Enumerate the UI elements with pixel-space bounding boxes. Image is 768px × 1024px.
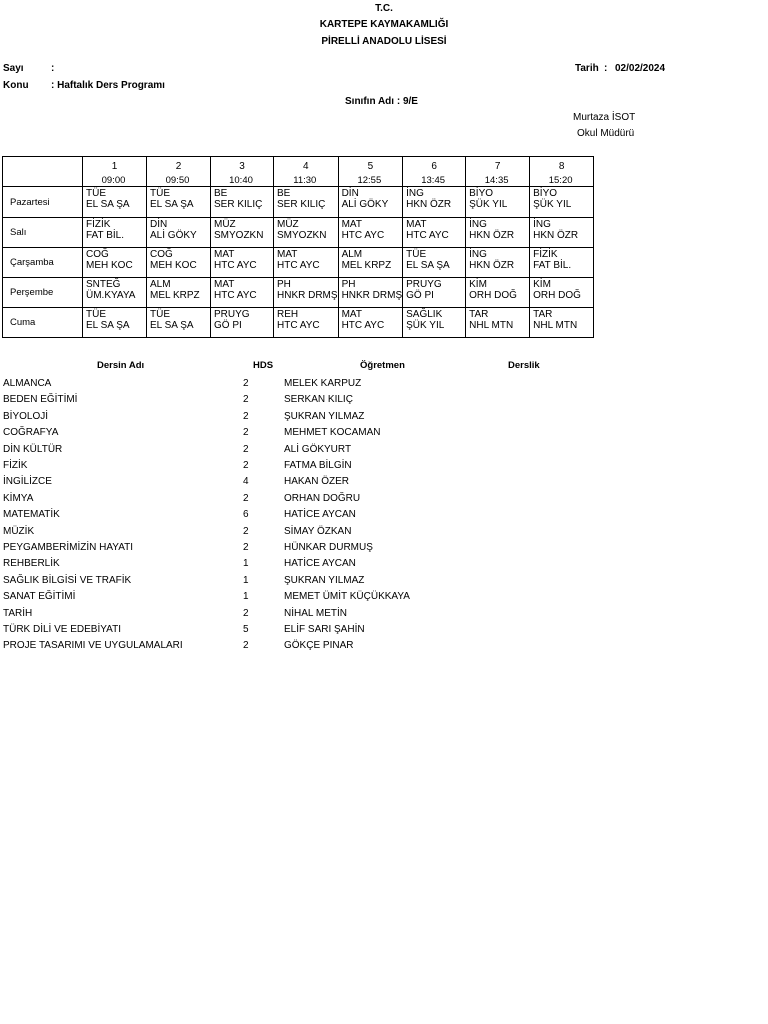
course-name: REHBERLİK (3, 558, 60, 570)
course-row (0, 608, 768, 624)
lesson-cell (147, 278, 211, 308)
lesson-cell (466, 248, 530, 278)
lesson-cell (466, 218, 530, 248)
col-header-teacher: Öğretmen (360, 360, 405, 371)
lesson-code: PH (341, 279, 356, 290)
course-hds: 2 (243, 640, 249, 652)
period-header (403, 157, 466, 187)
header-district: KARTEPE KAYMAKAMLIĞI (319, 19, 449, 30)
course-teacher: HAKAN ÖZER (284, 476, 350, 488)
lesson-cell (530, 218, 594, 248)
lesson-cell (147, 308, 211, 338)
col-header-room: Derslik (508, 360, 540, 371)
lesson-cell (83, 187, 147, 218)
header-school: PİRELLİ ANADOLU LİSESİ (321, 36, 447, 47)
lesson-teacher: ORH DOĞ (533, 290, 581, 301)
course-hds: 2 (243, 542, 249, 553)
lesson-code: COĞ (150, 249, 173, 260)
lesson-teacher: FAT BİL. (86, 230, 124, 241)
lesson-teacher: HTC AYC (341, 230, 385, 241)
course-teacher: ALİ GÖKYURT (284, 443, 352, 455)
lesson-code: PH (277, 279, 291, 290)
period-number: 8 (558, 161, 565, 172)
lesson-teacher: ALİ GÖKY (341, 199, 389, 210)
course-name: SAĞLIK BİLGİSİ VE TRAFİK (3, 574, 132, 586)
timetable-row (3, 308, 594, 338)
lesson-cell (211, 218, 274, 248)
course-hds: 2 (243, 427, 249, 439)
tarih-sep: : (604, 63, 608, 74)
lesson-code: TAR (533, 309, 553, 320)
course-teacher: HATİCE AYCAN (284, 558, 356, 570)
lesson-teacher: EL SA ŞA (406, 260, 450, 271)
timetable-row (3, 187, 594, 218)
course-teacher: SİMAY ÖZKAN (284, 525, 352, 537)
lesson-teacher: HTC AYC (406, 230, 449, 241)
period-number: 6 (431, 161, 437, 172)
lesson-cell (274, 278, 339, 308)
period-header (530, 157, 594, 187)
course-row (0, 558, 768, 574)
timetable-corner (3, 157, 83, 187)
course-teacher: ŞUKRAN YILMAZ (284, 574, 365, 586)
period-header (338, 157, 403, 187)
lesson-teacher: HKN ÖZR (533, 230, 579, 241)
lesson-teacher: GÖ PI (214, 320, 242, 331)
course-row (0, 394, 768, 410)
course-teacher: MELEK KARPUZ (284, 378, 362, 389)
period-number: 4 (303, 161, 309, 172)
lesson-teacher: GÖ PI (406, 290, 434, 301)
lesson-code: TÜE (150, 188, 170, 199)
lesson-teacher: ŞÜK YIL (469, 199, 508, 210)
course-name: TÜRK DİLİ VE EDEBİYATI (3, 624, 121, 635)
lesson-cell (403, 278, 466, 308)
day-name: Perşembe (3, 278, 83, 308)
lesson-cell (147, 248, 211, 278)
course-name: SANAT EĞİTİMİ (3, 591, 76, 603)
period-time: 14:35 (468, 176, 525, 187)
lesson-teacher: EL SA ŞA (86, 199, 130, 210)
timetable-header-row (3, 157, 594, 187)
course-name: PEYGAMBERİMİZİN HAYATI (3, 542, 134, 553)
period-number: 1 (111, 161, 118, 172)
course-teacher: ŞUKRAN YILMAZ (284, 410, 365, 422)
course-name: FİZİK (3, 460, 28, 471)
lesson-teacher: ŞÜK YIL (406, 320, 445, 331)
period-number: 2 (175, 161, 182, 172)
lesson-teacher: HTC AYC (277, 320, 320, 331)
course-name: MATEMATİK (3, 509, 60, 521)
lesson-teacher: SMYOZKN (214, 230, 264, 241)
lesson-cell (274, 218, 339, 248)
lesson-cell (338, 278, 403, 308)
course-name: BİYOLOJİ (3, 410, 49, 422)
class-name: Sınıfın Adı : 9/E (345, 96, 418, 107)
principal-name: Murtaza İSOT (573, 112, 636, 123)
lesson-cell (338, 187, 403, 218)
lesson-cell (530, 187, 594, 218)
period-time: 13:45 (405, 176, 461, 187)
lesson-code: TÜE (86, 309, 106, 320)
lesson-code: BİYO (469, 188, 494, 199)
course-teacher: HATİCE AYCAN (284, 509, 356, 521)
period-header (83, 157, 147, 187)
sayi-value: : (51, 63, 55, 74)
lesson-teacher: ŞÜK YIL (533, 199, 572, 210)
lesson-cell (403, 248, 466, 278)
course-name: PROJE TASARIMI VE UYGULAMALARI (3, 640, 183, 652)
lesson-teacher: HTC AYC (277, 260, 320, 271)
lesson-teacher: MEL KRPZ (341, 260, 392, 271)
lesson-cell (530, 248, 594, 278)
course-teacher: GÖKÇE PINAR (284, 640, 354, 652)
course-name: KİMYA (3, 492, 34, 504)
lesson-teacher: SER KILIÇ (214, 199, 263, 210)
course-name: MÜZİK (3, 525, 35, 537)
lesson-cell (211, 278, 274, 308)
lesson-teacher: SER KILIÇ (277, 199, 326, 210)
course-row (0, 493, 768, 509)
course-hds: 1 (243, 591, 249, 603)
day-name: Çarşamba (3, 248, 83, 278)
course-name: İNGİLİZCE (3, 476, 52, 488)
course-name: COĞRAFYA (3, 427, 59, 439)
lesson-code: MÜZ (277, 219, 299, 230)
lesson-code: İNG (469, 249, 487, 260)
lesson-cell (530, 278, 594, 308)
course-hds: 2 (243, 607, 249, 619)
lesson-code: TÜE (86, 188, 106, 199)
period-time: 09:50 (149, 176, 206, 187)
lesson-teacher: EL SA ŞA (150, 199, 194, 210)
course-row (0, 509, 768, 525)
course-row (0, 542, 768, 558)
lesson-cell (147, 218, 211, 248)
lesson-cell (83, 278, 147, 308)
lesson-cell (338, 308, 403, 338)
lesson-code: MÜZ (214, 219, 236, 230)
lesson-code: BE (277, 188, 291, 199)
course-row (0, 460, 768, 476)
course-row (0, 411, 768, 427)
period-number: 3 (239, 161, 245, 172)
lesson-cell (403, 218, 466, 248)
period-number: 7 (494, 161, 501, 172)
lesson-teacher: ALİ GÖKY (150, 230, 197, 241)
lesson-cell (466, 187, 530, 218)
lesson-code: FİZİK (533, 249, 558, 260)
lesson-code: MAT (341, 309, 362, 320)
lesson-code: MAT (406, 219, 427, 230)
lesson-teacher: HNKR DRMŞ (341, 290, 403, 301)
timetable-row (3, 218, 594, 248)
lesson-cell (466, 308, 530, 338)
course-row (0, 476, 768, 492)
course-row (0, 444, 768, 460)
lesson-teacher: HNKR DRMŞ (277, 290, 338, 301)
lesson-code: REH (277, 309, 299, 320)
period-time: 10:40 (213, 176, 269, 187)
timetable-row (3, 278, 594, 308)
lesson-code: PRUYG (214, 309, 250, 320)
course-row (0, 624, 768, 640)
course-hds: 1 (243, 574, 249, 586)
course-teacher: MEMET ÜMİT KÜÇÜKKAYA (284, 591, 410, 603)
course-hds: 2 (243, 460, 249, 471)
col-header-hds: HDS (253, 360, 274, 371)
period-header (147, 157, 211, 187)
col-header-course: Dersin Adı (97, 360, 145, 371)
lesson-cell (274, 308, 339, 338)
course-teacher: ORHAN DOĞRU (284, 492, 361, 504)
course-hds: 2 (243, 378, 249, 389)
day-name: Salı (3, 218, 83, 248)
lesson-teacher: HKN ÖZR (406, 199, 452, 210)
period-time: 15:20 (532, 176, 589, 187)
lesson-code: KİM (533, 279, 551, 290)
lesson-cell (83, 308, 147, 338)
lesson-code: İNG (533, 219, 551, 230)
lesson-code: SAĞLIK (406, 309, 443, 320)
lesson-teacher: MEH KOC (86, 260, 133, 271)
lesson-code: PRUYG (406, 279, 442, 290)
lesson-code: ALM (341, 249, 363, 260)
timetable-row (3, 248, 594, 278)
course-hds: 2 (243, 443, 249, 455)
lesson-code: İNG (469, 219, 487, 230)
day-name: Cuma (3, 308, 83, 338)
course-teacher: SERKAN KILIÇ (284, 394, 353, 406)
sayi-label: Sayı (3, 63, 24, 74)
course-teacher: NİHAL METİN (284, 607, 347, 619)
lesson-cell (83, 248, 147, 278)
lesson-teacher: SMYOZKN (277, 230, 327, 241)
lesson-code: FİZİK (86, 219, 111, 230)
course-name: ALMANCA (3, 378, 52, 389)
course-hds: 6 (243, 509, 249, 521)
lesson-teacher: HTC AYC (341, 320, 385, 331)
lesson-teacher: EL SA ŞA (150, 320, 194, 331)
period-header (211, 157, 274, 187)
lesson-code: BE (214, 188, 228, 199)
period-time: 09:00 (85, 176, 142, 187)
lesson-code: MAT (277, 249, 298, 260)
course-hds: 4 (243, 476, 249, 488)
lesson-code: MAT (341, 219, 362, 230)
lesson-code: DİN (150, 219, 168, 230)
lesson-teacher: HKN ÖZR (469, 260, 515, 271)
lesson-code: DİN (341, 188, 359, 199)
lesson-teacher: MEL KRPZ (150, 290, 200, 301)
course-hds: 1 (243, 558, 249, 570)
course-hds: 2 (243, 492, 249, 504)
lesson-code: TAR (469, 309, 489, 320)
lesson-teacher: HTC AYC (214, 260, 257, 271)
course-row (0, 378, 768, 394)
lesson-teacher: FAT BİL. (533, 260, 572, 271)
course-row (0, 427, 768, 443)
lesson-teacher: HTC AYC (214, 290, 257, 301)
principal-title: Okul Müdürü (577, 128, 635, 139)
lesson-cell (466, 278, 530, 308)
tarih-label: Tarih (575, 63, 599, 74)
lesson-cell (403, 187, 466, 218)
course-row (0, 640, 768, 656)
lesson-code: MAT (214, 249, 235, 260)
course-hds: 2 (243, 525, 249, 537)
course-teacher: HÜNKAR DURMUŞ (284, 542, 373, 553)
lesson-cell (211, 248, 274, 278)
lesson-code: TÜE (150, 309, 170, 320)
lesson-code: MAT (214, 279, 235, 290)
header-tc: T.C. (375, 3, 393, 14)
course-row (0, 575, 768, 591)
course-name: BEDEN EĞİTİMİ (3, 394, 78, 406)
lesson-code: TÜE (406, 249, 427, 260)
course-row (0, 591, 768, 607)
course-teacher: MEHMET KOCAMAN (284, 427, 381, 439)
lesson-teacher: MEH KOC (150, 260, 197, 271)
lesson-code: COĞ (86, 249, 109, 260)
course-hds: 5 (243, 624, 249, 635)
lesson-cell (403, 308, 466, 338)
lesson-cell (338, 248, 403, 278)
lesson-cell (211, 187, 274, 218)
course-hds: 2 (243, 394, 249, 406)
lesson-code: KİM (469, 279, 487, 290)
lesson-cell (211, 308, 274, 338)
lesson-cell (83, 218, 147, 248)
lesson-code: İNG (406, 188, 424, 199)
course-name: DİN KÜLTÜR (3, 443, 63, 455)
period-time: 12:55 (341, 176, 399, 187)
lesson-teacher: HKN ÖZR (469, 230, 515, 241)
konu-value: : Haftalık Ders Programı (51, 80, 165, 91)
course-hds: 2 (243, 410, 249, 422)
tarih-value: 02/02/2024 (615, 63, 666, 74)
day-name: Pazartesi (3, 187, 83, 218)
lesson-cell (530, 308, 594, 338)
lesson-cell (147, 187, 211, 218)
lesson-code: SNTEĞ (86, 279, 121, 290)
course-teacher: ELİF SARI ŞAHİN (284, 624, 365, 635)
lesson-teacher: ÜM.KYAYA (86, 290, 136, 301)
course-name: TARİH (3, 607, 33, 619)
lesson-code: ALM (150, 279, 171, 290)
weekly-timetable (2, 156, 594, 338)
lesson-teacher: EL SA ŞA (86, 320, 130, 331)
course-teacher: FATMA BİLGİN (284, 460, 352, 471)
period-header (274, 157, 339, 187)
course-row (0, 526, 768, 542)
lesson-cell (338, 218, 403, 248)
lesson-cell (274, 187, 339, 218)
period-number: 5 (367, 161, 374, 172)
lesson-teacher: ORH DOĞ (469, 290, 517, 301)
lesson-code: BİYO (533, 188, 558, 199)
konu-label: Konu (3, 80, 29, 91)
lesson-teacher: NHL MTN (533, 320, 578, 331)
period-time: 11:30 (276, 176, 334, 187)
lesson-cell (274, 248, 339, 278)
lesson-teacher: NHL MTN (469, 320, 514, 331)
period-header (466, 157, 530, 187)
